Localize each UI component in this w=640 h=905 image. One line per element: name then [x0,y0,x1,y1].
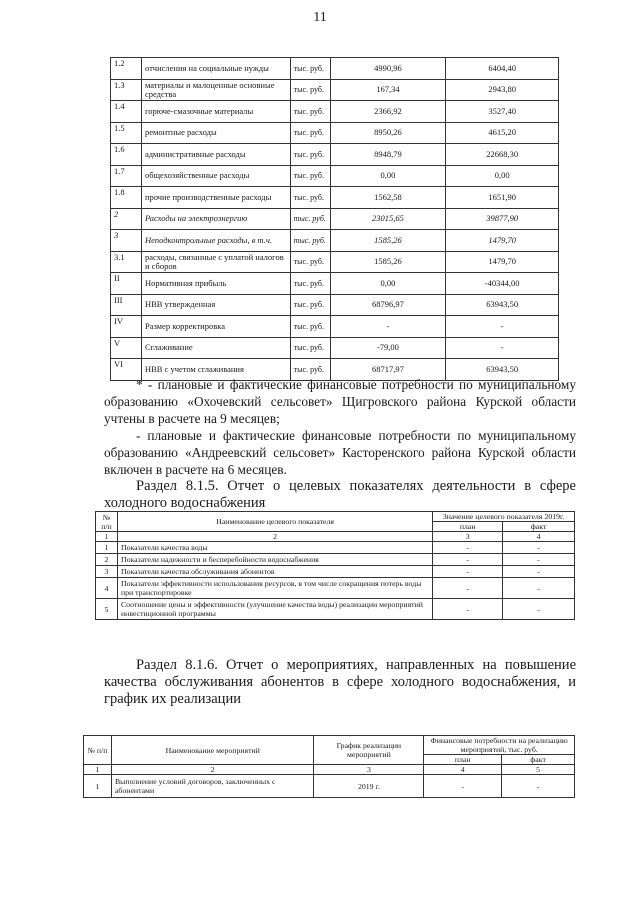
row-plan: 1585,26 [330,251,446,273]
measures-table [83,735,575,798]
row-number: 2 [96,554,118,566]
row-plan: - [433,578,503,599]
row-name: Нормативная прибыль [141,273,290,295]
row-name: Показатели надежности и бесперебойности водоснабжения [117,554,432,566]
row-number: 1.5 [111,122,142,144]
row-plan: 0,00 [330,273,446,295]
row-number: III [111,294,142,316]
row-number: 2 [111,208,142,230]
row-unit: тыс. руб. [290,101,330,123]
table-row [96,542,575,554]
row-fact: 2943,80 [446,79,559,101]
row-plan: - [330,316,446,338]
table-row [111,230,559,252]
row-name: Неподконтрольные расходы, в т.ч. [141,230,290,252]
column-number: 3 [433,532,503,542]
row-number: 1.2 [111,58,142,80]
row-fact: - [446,316,559,338]
row-fact: - [502,775,575,798]
table-row [111,79,559,101]
row-plan: - [433,566,503,578]
row-unit: тыс. руб. [290,359,330,381]
row-name: ремонтные расходы [141,122,290,144]
row-fact: 1479,70 [446,230,559,252]
row-plan: - [433,599,503,620]
section-8-1-6-title: Раздел 8.1.6. Отчет о мероприятиях, направленных на повышение качества обслуживания абонентов в сфере холодного водоснабжения, и график их реализации [104,657,576,707]
row-plan: -79,00 [330,337,446,359]
row-name: Показатели качества обслуживания абонентов [117,566,432,578]
header-num: № п/п [84,736,112,765]
row-number: IV [111,316,142,338]
row-number: V [111,337,142,359]
row-unit: тыс. руб. [290,165,330,187]
row-fact: - [503,578,575,599]
table-row [111,208,559,230]
column-number: 3 [314,765,424,775]
row-name: материалы и малоценные основные средства [141,79,290,101]
row-name: расходы, связанные с уплатой налогов и сборов [141,251,290,273]
header-num: № п/п [96,512,118,532]
row-unit: тыс. руб. [290,251,330,273]
row-unit: тыс. руб. [290,122,330,144]
header-value: Значение целевого показателя 2019г. [433,512,575,522]
row-plan: - [433,542,503,554]
row-name: горюче-смазочные материалы [141,101,290,123]
row-name: Показатели качества воды [117,542,432,554]
header-plan: план [433,522,503,532]
row-name: прочие производственные расходы [141,187,290,209]
row-fact: 1479,70 [446,251,559,273]
row-fact: 63943,50 [446,294,559,316]
row-number: 4 [96,578,118,599]
row-fact: 22668,30 [446,144,559,166]
row-fact: -40344,00 [446,273,559,295]
column-number: 2 [111,765,314,775]
table-row [111,187,559,209]
row-name: Сглаживание [141,337,290,359]
column-number: 5 [502,765,575,775]
header-plan: план [424,755,502,765]
row-number: VI [111,359,142,381]
row-plan: - [433,554,503,566]
row-fact: - [503,599,575,620]
row-fact: - [446,337,559,359]
footnote-2: - плановые и фактические финансовые потребности по муниципальному образованию «Андреевский сельсовет» Касторенского района Курской области включен в расчете на 6 месяцев. [104,428,576,477]
table-row [111,273,559,295]
row-plan: 0,00 [330,165,446,187]
table-row [111,165,559,187]
row-fact: 4615,20 [446,122,559,144]
header-finance: Финансовые потребности на реализацию мероприятий, тыс. руб. [424,736,575,755]
row-fact: 63943,50 [446,359,559,381]
table-row [111,58,559,80]
row-number: 1.7 [111,165,142,187]
column-number: 1 [84,765,112,775]
row-plan: 1585,26 [330,230,446,252]
header-fact: факт [502,755,575,765]
row-plan: 68717,97 [330,359,446,381]
footnotes [104,376,576,478]
row-number: 3 [111,230,142,252]
row-fact: 3527,40 [446,101,559,123]
header-schedule: График реализации мероприятий [314,736,424,765]
row-plan: 1562,58 [330,187,446,209]
header-name: Наименование мероприятий [111,736,314,765]
table-row [111,294,559,316]
row-unit: тыс. руб. [290,187,330,209]
footnote-1: * - плановые и фактические финансовые потребности по муниципальному образованию «Охочевский сельсовет» Щигровского района Курской области учтены в расчете на 9 месяцев; [104,377,576,426]
row-name: общехозяйственные расходы [141,165,290,187]
table-row [96,578,575,599]
row-number: 1 [96,542,118,554]
page-number: 11 [313,10,327,25]
row-number: 1.6 [111,144,142,166]
row-fact: - [503,542,575,554]
row-number: 5 [96,599,118,620]
row-fact: - [503,554,575,566]
row-name: НВВ с учетом сглаживания [141,359,290,381]
target-indicators-table [95,511,575,620]
row-name: Выполнение условий договоров, заключенных с абонентами [111,775,314,798]
table-row [96,566,575,578]
row-plan: 2366,92 [330,101,446,123]
row-plan: 8948,79 [330,144,446,166]
row-unit: тыс. руб. [290,144,330,166]
table-row [96,599,575,620]
row-unit: тыс. руб. [290,79,330,101]
table-row [111,101,559,123]
row-name: Показатели эффективности использования ресурсов, в том числе сокращения потерь воды при транспортировке [117,578,432,599]
row-number: 3 [96,566,118,578]
row-plan: 4990,96 [330,58,446,80]
row-plan: 23015,65 [330,208,446,230]
row-fact: 0,00 [446,165,559,187]
row-schedule: 2019 г. [314,775,424,798]
row-plan: - [424,775,502,798]
row-number: 1 [84,775,112,798]
table-row [111,316,559,338]
row-fact: - [503,566,575,578]
row-number: 1.8 [111,187,142,209]
row-number: 1.4 [111,101,142,123]
row-plan: 68796,97 [330,294,446,316]
header-fact: факт [503,522,575,532]
header-name: Наименование целевого показателя [117,512,432,532]
row-name: НВВ утвержденная [141,294,290,316]
row-unit: тыс. руб. [290,337,330,359]
finance-table [110,57,559,381]
column-number: 1 [96,532,118,542]
row-number: 3.1 [111,251,142,273]
row-name: Размер корректировка [141,316,290,338]
row-unit: тыс. руб. [290,273,330,295]
section-8-1-5-title: Раздел 8.1.5. Отчет о целевых показателях деятельности в сфере холодного водоснабжения [104,478,576,511]
row-name: Соотношение цены и эффективности (улучшение качества воды) реализации мероприятий инвестиционной программы [117,599,432,620]
row-fact: 1651,90 [446,187,559,209]
table-row [84,775,575,798]
row-plan: 8950,26 [330,122,446,144]
row-fact: 39877,90 [446,208,559,230]
row-unit: тыс. руб. [290,208,330,230]
row-number: 1.3 [111,79,142,101]
row-name: административные расходы [141,144,290,166]
table-row [111,251,559,273]
table-row [111,337,559,359]
row-unit: тыс. руб. [290,230,330,252]
row-number: II [111,273,142,295]
row-plan: 167,34 [330,79,446,101]
row-fact: 6404,40 [446,58,559,80]
column-number: 4 [424,765,502,775]
column-number: 4 [503,532,575,542]
row-name: отчисления на социальные нужды [141,58,290,80]
row-unit: тыс. руб. [290,316,330,338]
table-row [111,122,559,144]
row-name: Расходы на электроэнергию [141,208,290,230]
table-row [111,144,559,166]
column-number: 2 [117,532,432,542]
table-row [96,554,575,566]
row-unit: тыс. руб. [290,58,330,80]
row-unit: тыс. руб. [290,294,330,316]
